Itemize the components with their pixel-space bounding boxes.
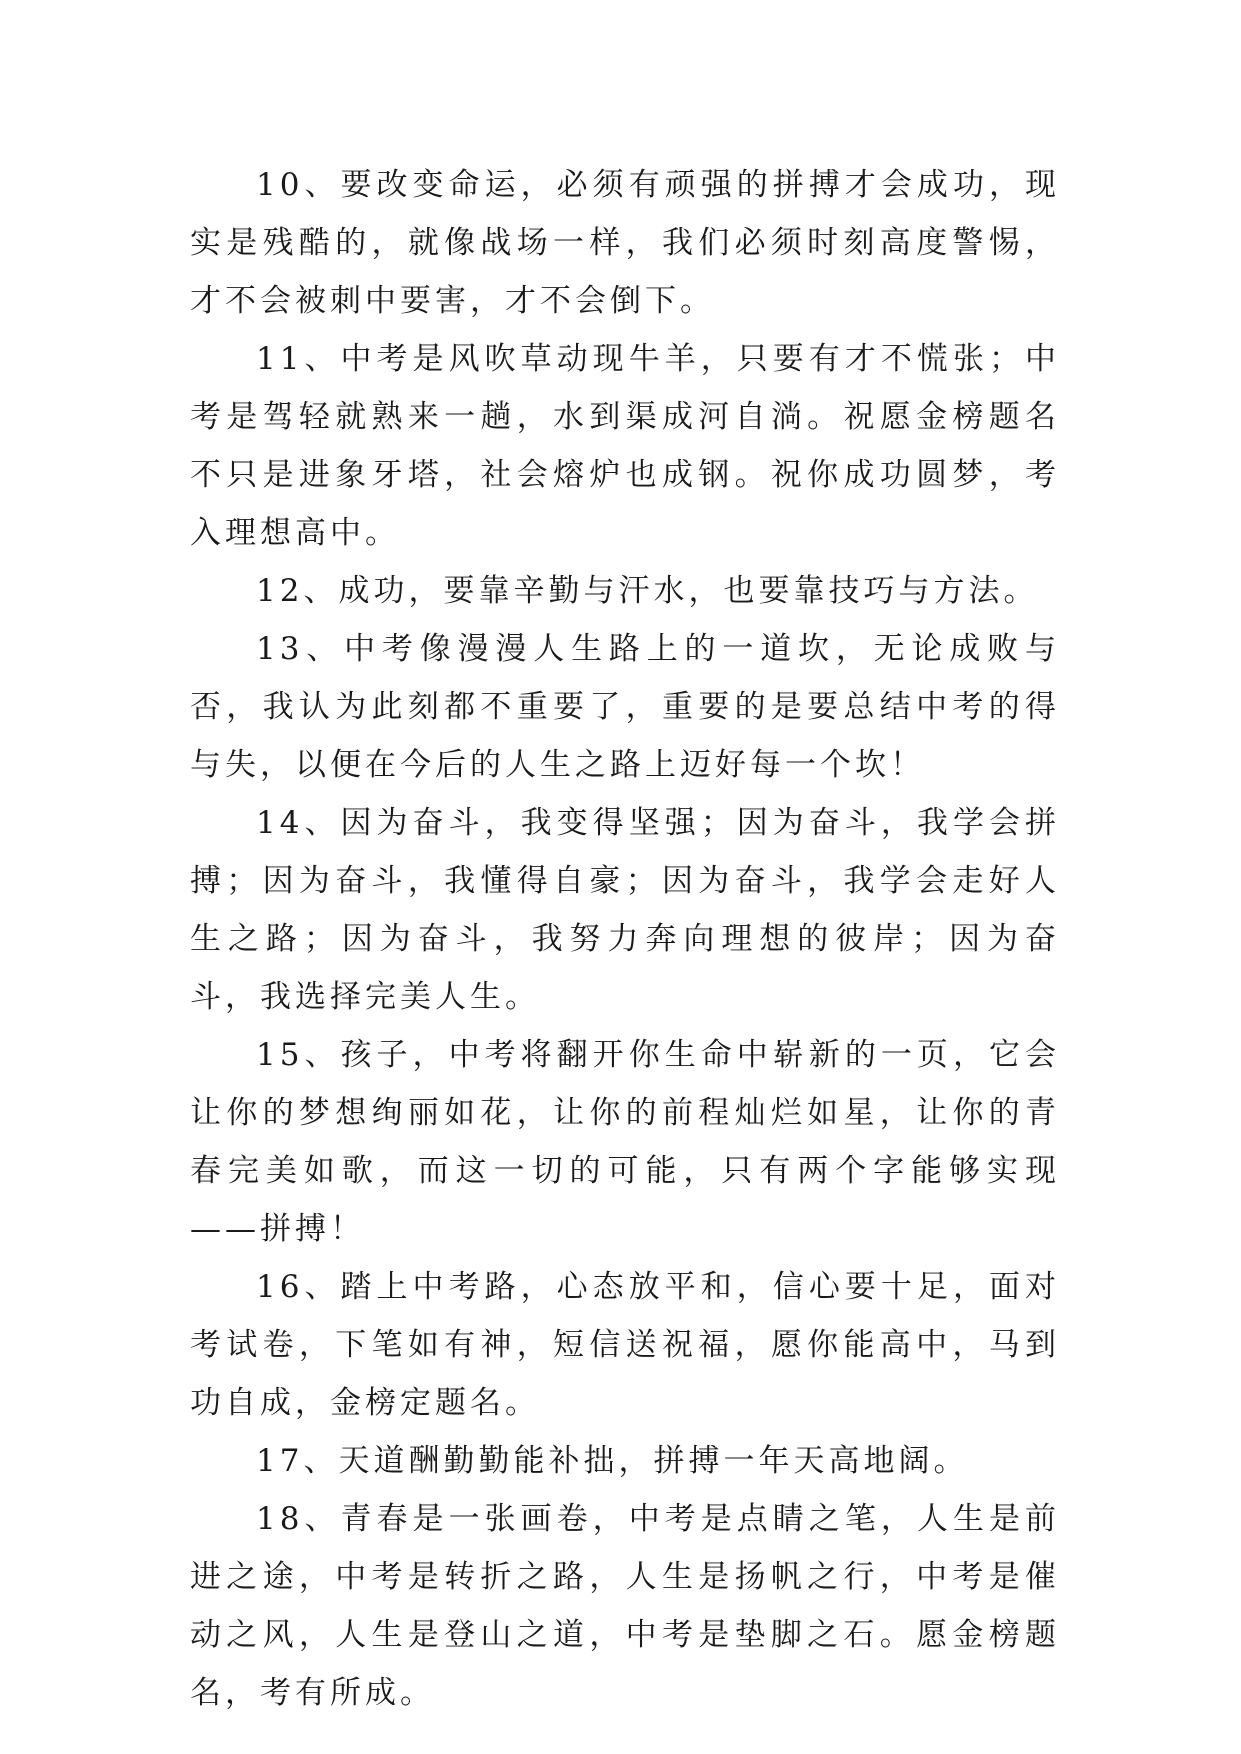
paragraph-11: 11、中考是风吹草动现牛羊，只要有才不慌张；中考是驾轻就熟来一趟，水到渠成河自淌。祝愿金榜题名不只是进象牙塔，社会熔炉也成钢。祝你成功圆梦，考入理想高中。 [190,341,1060,551]
document-body [190,156,1060,1722]
paragraph-18: 18、青春是一张画卷，中考是点睛之笔，人生是前进之途，中考是转折之路，人生是扬帆之行，中考是催动之风，人生是登山之道，中考是垫脚之石。愿金榜题名，考有所成。 [190,1501,1060,1711]
paragraph-12: 12、成功，要靠辛勤与汗水，也要靠技巧与方法。 [256,573,1039,609]
paragraph-13: 13、中考像漫漫人生路上的一道坎，无论成败与否，我认为此刻都不重要了，重要的是要总结中考的得与失，以便在今后的人生之路上迈好每一个坎！ [190,631,1060,783]
paragraph-14: 14、因为奋斗，我变得坚强；因为奋斗，我学会拼搏；因为奋斗，我懂得自豪；因为奋斗，我学会走好人生之路；因为奋斗，我努力奔向理想的彼岸；因为奋斗，我选择完美人生。 [190,805,1060,1015]
paragraph-10: 10、要改变命运，必须有顽强的拼搏才会成功，现实是残酷的，就像战场一样，我们必须时刻高度警惕，才不会被刺中要害，才不会倒下。 [190,167,1060,319]
paragraph-17: 17、天道酬勤勤能补拙，拼搏一年天高地阔。 [256,1443,969,1479]
paragraph-16: 16、踏上中考路，心态放平和，信心要十足，面对考试卷，下笔如有神，短信送祝福，愿你能高中，马到功自成，金榜定题名。 [190,1269,1060,1421]
paragraph-15: 15、孩子，中考将翻开你生命中崭新的一页，它会让你的梦想绚丽如花，让你的前程灿烂如星，让你的青春完美如歌，而这一切的可能，只有两个字能够实现——拼搏！ [190,1037,1060,1247]
